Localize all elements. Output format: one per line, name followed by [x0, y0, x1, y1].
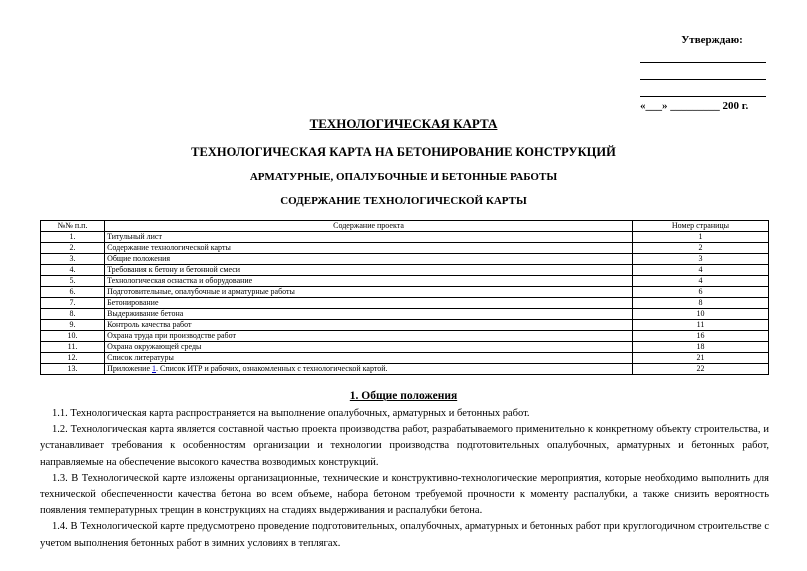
signature-line-2	[640, 67, 766, 80]
row-title-prefix: Приложение	[107, 364, 152, 373]
approval-label: Утверждаю:	[681, 34, 743, 46]
approval-block	[640, 34, 766, 112]
contents-heading: СОДЕРЖАНИЕ ТЕХНОЛОГИЧЕСКОЙ КАРТЫ	[280, 195, 527, 207]
row-number: 2.	[41, 243, 105, 254]
row-number: 11.	[41, 342, 105, 353]
table-row	[41, 243, 769, 254]
table-row	[41, 298, 769, 309]
row-title: Контроль качества работ	[105, 320, 633, 331]
table-row	[41, 331, 769, 342]
table-row	[41, 287, 769, 298]
table-row	[41, 320, 769, 331]
row-page: 4	[632, 276, 768, 287]
row-number: 9.	[41, 320, 105, 331]
row-title	[105, 364, 633, 375]
row-page: 2	[632, 243, 768, 254]
approval-date: «___» _________ 200 г.	[640, 100, 749, 112]
row-title: Содержание технологической карты	[105, 243, 633, 254]
signature-line-3	[640, 84, 766, 97]
table-row	[41, 232, 769, 243]
paragraph: 1.1. Технологическая карта распространяется на выполнение опалубочных, арматурных и бетонных работ.	[52, 408, 530, 419]
table-row	[41, 276, 769, 287]
contents-table	[40, 220, 769, 375]
row-title: Титульный лист	[105, 232, 633, 243]
row-page: 22	[632, 364, 768, 375]
row-number: 6.	[41, 287, 105, 298]
row-title: Подготовительные, опалубочные и арматурные работы	[105, 287, 633, 298]
appendix-link[interactable]: 1	[152, 364, 156, 373]
row-title: Список литературы	[105, 353, 633, 364]
row-number: 10.	[41, 331, 105, 342]
paragraph: 1.3. В Технологической карте изложены организационные, технические и конструктивно-технологические мероприятия, которые необходимо выполнить для технической обеспеченности качества бетона во всем объеме, набора бетоном требуемой прочности к моменту распалубки, а также снизить вероятность появления температурных трещин в конструкциях на стадиях выдерживания и распалубки бетона.	[40, 472, 769, 517]
row-page: 16	[632, 331, 768, 342]
works-heading: АРМАТУРНЫЕ, ОПАЛУБОЧНЫЕ И БЕТОННЫЕ РАБОТЫ	[249, 171, 558, 183]
row-title: Охрана окружающей среды	[105, 342, 633, 353]
row-title-suffix: . Список ИТР и рабочих, ознакомленных с технологической картой.	[156, 364, 388, 373]
row-number: 12.	[41, 353, 105, 364]
row-number: 13.	[41, 364, 105, 375]
table-row	[41, 254, 769, 265]
signature-line-1	[640, 50, 766, 63]
document-title: ТЕХНОЛОГИЧЕСКАЯ КАРТА	[309, 116, 498, 131]
table-row	[41, 353, 769, 364]
row-title: Охрана труда при производстве работ	[105, 331, 633, 342]
row-page: 21	[632, 353, 768, 364]
row-page: 3	[632, 254, 768, 265]
table-row	[41, 265, 769, 276]
row-number: 1.	[41, 232, 105, 243]
table-row	[41, 342, 769, 353]
document-subtitle: ТЕХНОЛОГИЧЕСКАЯ КАРТА НА БЕТОНИРОВАНИЕ КОНСТРУКЦИЙ	[191, 145, 616, 159]
row-page: 11	[632, 320, 768, 331]
row-page: 1	[632, 232, 768, 243]
row-number: 4.	[41, 265, 105, 276]
row-title: Бетонирование	[105, 298, 633, 309]
header-page: Номер страницы	[632, 221, 768, 232]
row-number: 5.	[41, 276, 105, 287]
row-page: 6	[632, 287, 768, 298]
paragraph: 1.4. В Технологической карте предусмотрено проведение подготовительных, опалубочных, арматурных и бетонных работ при круглогодичном строительстве с учетом выполнения бетонных работ в зимних условиях в теплягах.	[40, 521, 769, 549]
row-title: Выдерживание бетона	[105, 309, 633, 320]
row-page: 18	[632, 342, 768, 353]
header-content: Содержание проекта	[105, 221, 633, 232]
header-number: №№ п.п.	[41, 221, 105, 232]
row-number: 7.	[41, 298, 105, 309]
section-body	[40, 406, 769, 552]
row-title: Общие положения	[105, 254, 633, 265]
row-title: Требования к бетону и бетонной смеси	[105, 265, 633, 276]
paragraph: 1.2. Технологическая карта является составной частью проекта производства работ, разрабатываемого применительно к конкретному объекту строительства, и устанавливает требования к особенностям организации и технологии производства подготовительных опалубочных, арматурных и бетонных работ, направляемые на обеспечение высокого качества возводимых конструкций.	[40, 424, 769, 468]
table-header-row	[41, 221, 769, 232]
row-page: 10	[632, 309, 768, 320]
row-page: 8	[632, 298, 768, 309]
table-row	[41, 309, 769, 320]
table-row	[41, 364, 769, 375]
row-number: 8.	[41, 309, 105, 320]
section-title: 1. Общие положения	[349, 390, 458, 402]
row-number: 3.	[41, 254, 105, 265]
row-title: Технологическая оснастка и оборудование	[105, 276, 633, 287]
row-page: 4	[632, 265, 768, 276]
